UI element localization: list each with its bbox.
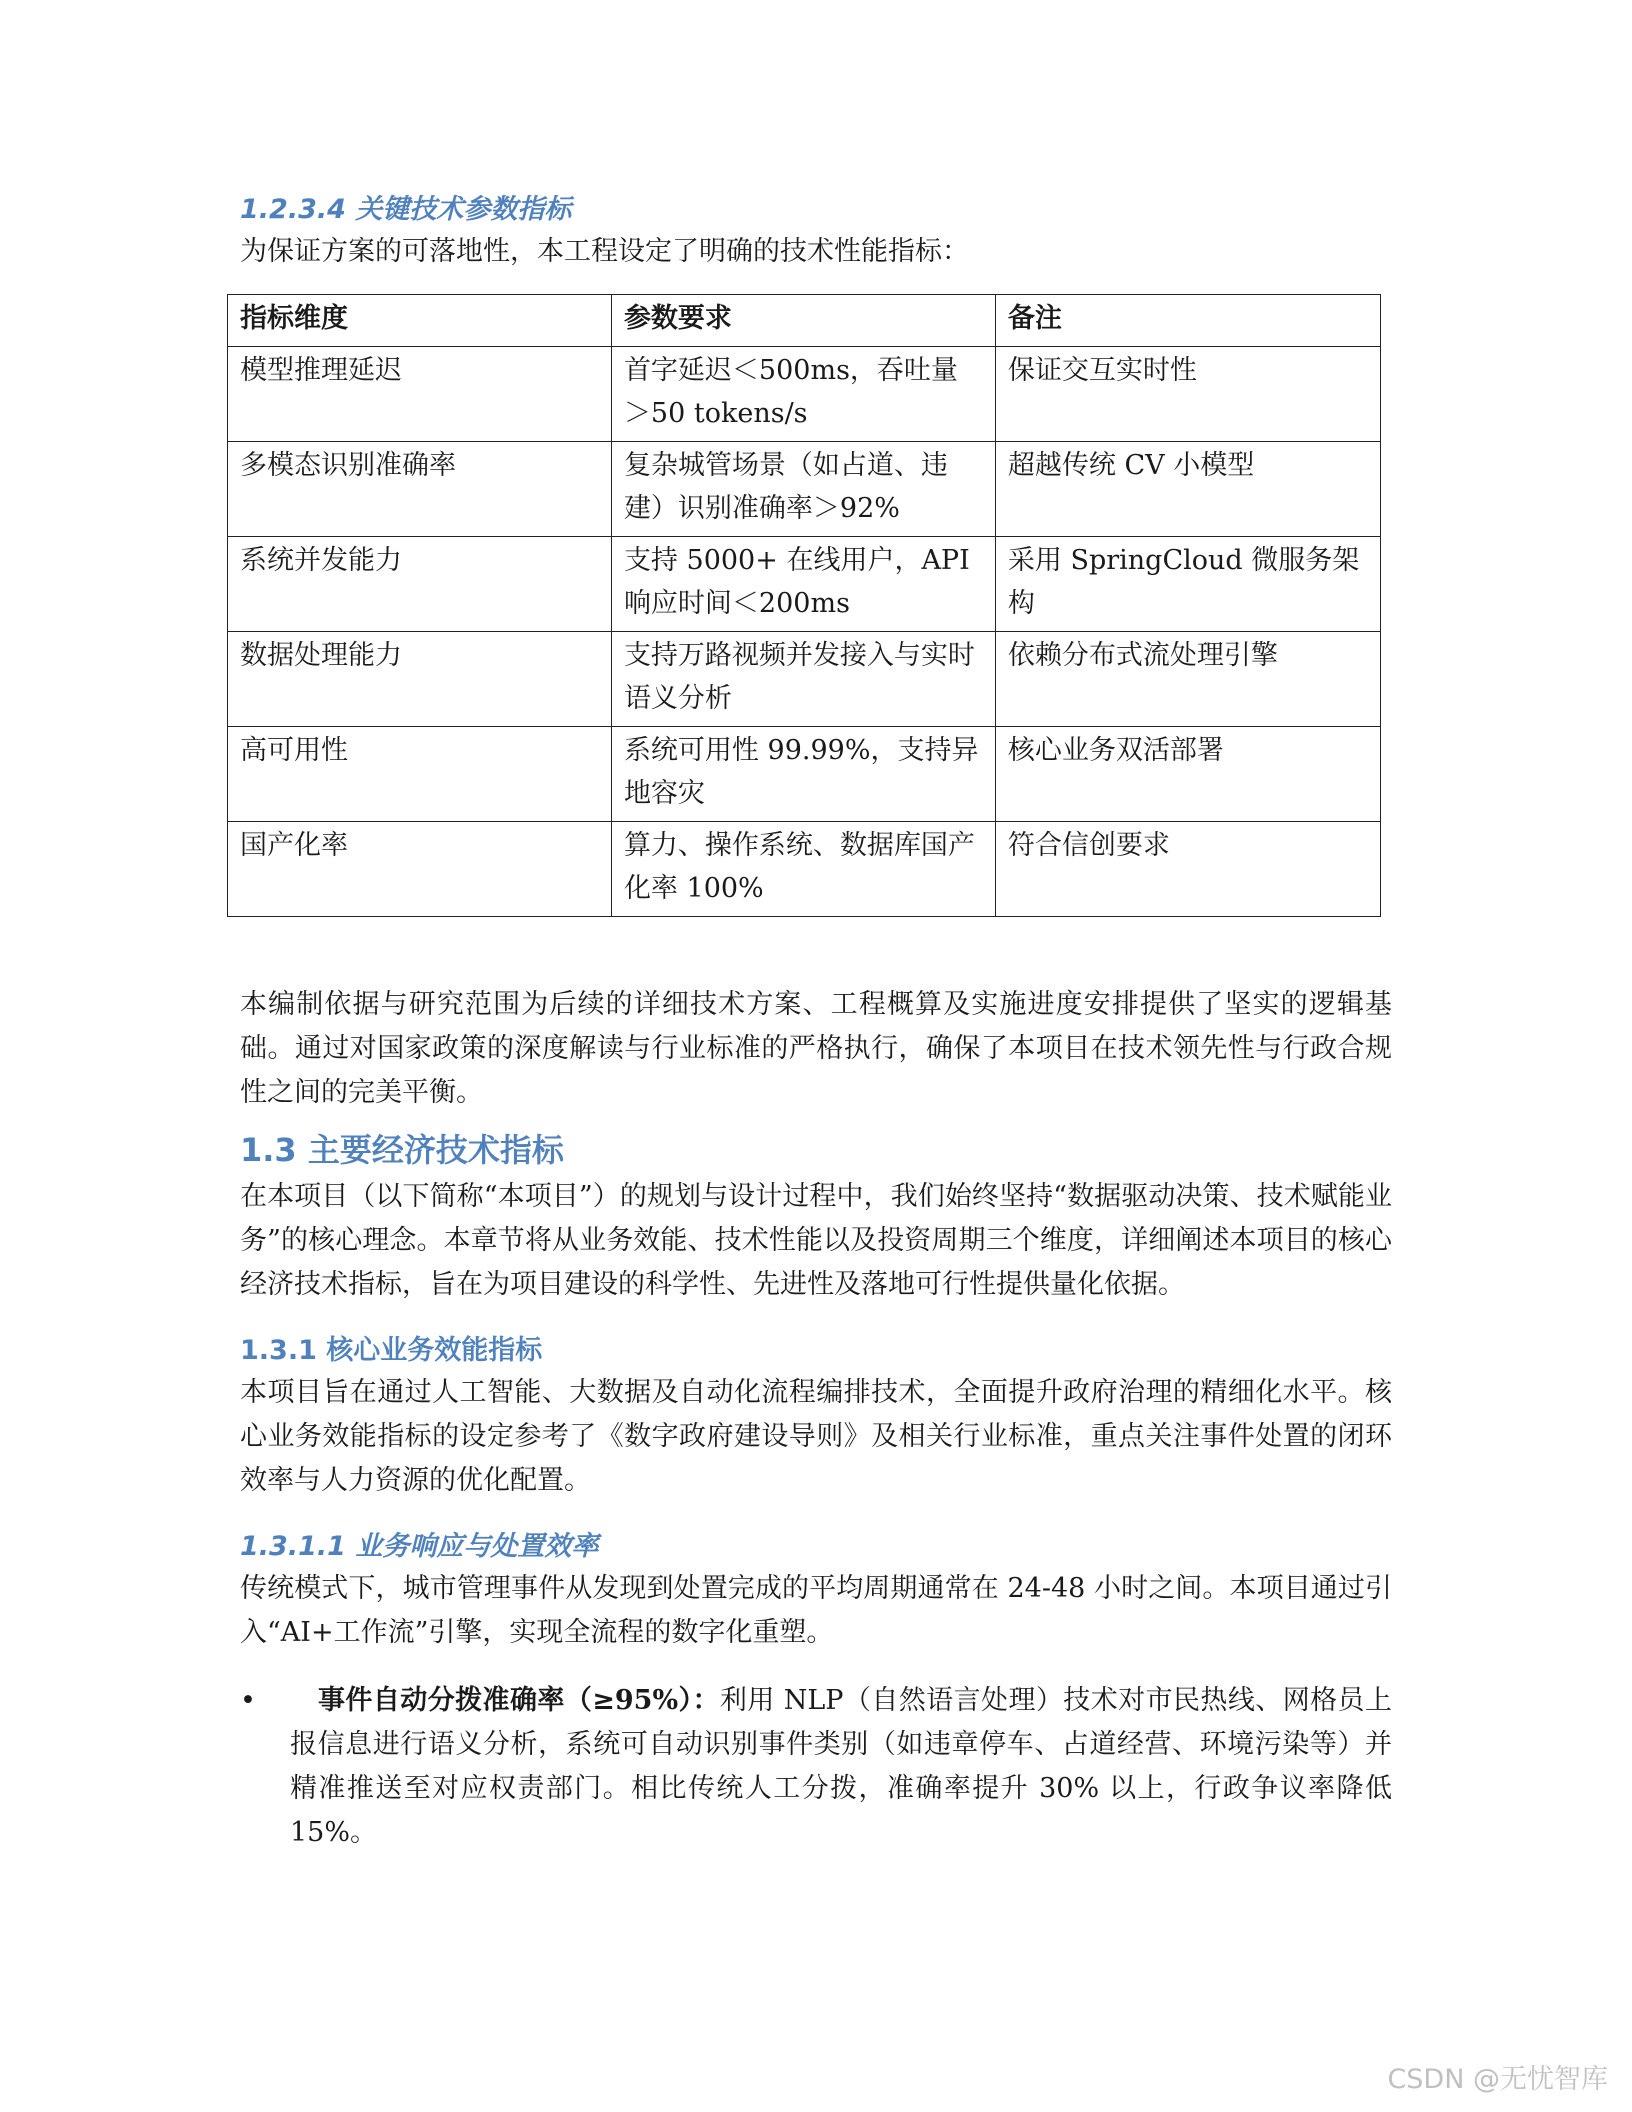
bullet-lead-text: 事件自动分拨准确率（≥95%）： — [318, 1685, 720, 1716]
table-header-cell: 指标维度 — [228, 295, 612, 347]
table-cell: 支持 5000+ 在线用户，API 响应时间＜200ms — [611, 537, 995, 632]
table-row — [228, 822, 1381, 917]
table-row — [228, 347, 1381, 442]
section-131-body: 本项目旨在通过人工智能、大数据及自动化流程编排技术，全面提升政府治理的精细化水平。核心业务效能指标的设定参考了《数字政府建设导则》及相关行业标准，重点关注事件处置的闭环效率与人力资源的优化配置。 — [240, 1377, 1392, 1496]
table-row — [228, 442, 1381, 537]
table-cell: 符合信创要求 — [995, 822, 1380, 917]
section-1234-heading: 1.2.3.4 关键技术参数指标 — [240, 194, 572, 225]
table-cell: 首字延迟＜500ms，吞吐量＞50 tokens/s — [611, 347, 995, 442]
document-page — [240, 190, 1392, 1855]
section-131-heading: 1.3.1 核心业务效能指标 — [240, 1335, 543, 1366]
table-cell: 支持万路视频并发接入与实时语义分析 — [611, 632, 995, 727]
table-cell: 算力、操作系统、数据库国产化率 100% — [611, 822, 995, 917]
bullet-dot-icon: • — [240, 1685, 256, 1716]
section-1311-body: 传统模式下，城市管理事件从发现到处置完成的平均周期通常在 24-48 小时之间。本项目通过引入“AI+工作流”引擎，实现全流程的数字化重塑。 — [240, 1573, 1392, 1648]
section-1311-heading: 1.3.1.1 业务响应与处置效率 — [240, 1531, 599, 1562]
bullet-text: 利用 NLP（自然语言处理）技术对市民热线、网格员上报信息进行语义分析，系统可自动识别事件类别（如违章停车、占道经营、环境污染等）并精准推送至对应权责部门。相比传统人工分拨，准确率提升 30% 以上，行政争议率降低 15%。 — [290, 1685, 1392, 1848]
table-row — [228, 537, 1381, 632]
table-cell: 国产化率 — [228, 822, 612, 917]
table-row — [228, 632, 1381, 727]
table-header-cell: 备注 — [995, 295, 1380, 347]
table-cell: 系统可用性 99.99%，支持异地容灾 — [611, 727, 995, 822]
section-1234-intro: 为保证方案的可落地性，本工程设定了明确的技术性能指标： — [240, 236, 969, 267]
table-header-row — [228, 295, 1381, 347]
table-cell: 超越传统 CV 小模型 — [995, 442, 1380, 537]
table-cell: 数据处理能力 — [228, 632, 612, 727]
table-row — [228, 727, 1381, 822]
table-cell: 核心业务双活部署 — [995, 727, 1380, 822]
table-cell: 高可用性 — [228, 727, 612, 822]
closing-paragraph: 本编制依据与研究范围为后续的详细技术方案、工程概算及实施进度安排提供了坚实的逻辑基础。通过对国家政策的深度解读与行业标准的严格执行，确保了本项目在技术领先性与行政合规性之间的完美平衡。 — [240, 989, 1392, 1108]
section-13-heading: 1.3 主要经济技术指标 — [240, 1131, 564, 1169]
table-cell: 多模态识别准确率 — [228, 442, 612, 537]
table-cell: 复杂城管场景（如占道、违建）识别准确率＞92% — [611, 442, 995, 537]
table-cell: 依赖分布式流处理引擎 — [995, 632, 1380, 727]
watermark: CSDN @无忧智库 — [1387, 2064, 1608, 2095]
table-cell: 保证交互实时性 — [995, 347, 1380, 442]
list-item — [240, 1679, 1392, 1855]
section-13-body: 在本项目（以下简称“本项目”）的规划与设计过程中，我们始终坚持“数据驱动决策、技术赋能业务”的核心理念。本章节将从业务效能、技术性能以及投资周期三个维度，详细阐述本项目的核心经济技术指标，旨在为项目建设的科学性、先进性及落地可行性提供量化依据。 — [240, 1181, 1392, 1300]
table-header-cell: 参数要求 — [611, 295, 995, 347]
bullet-list — [240, 1679, 1392, 1855]
table-cell: 系统并发能力 — [228, 537, 612, 632]
table-cell: 模型推理延迟 — [228, 347, 612, 442]
spec-table — [227, 294, 1381, 917]
table-cell: 采用 SpringCloud 微服务架构 — [995, 537, 1380, 632]
